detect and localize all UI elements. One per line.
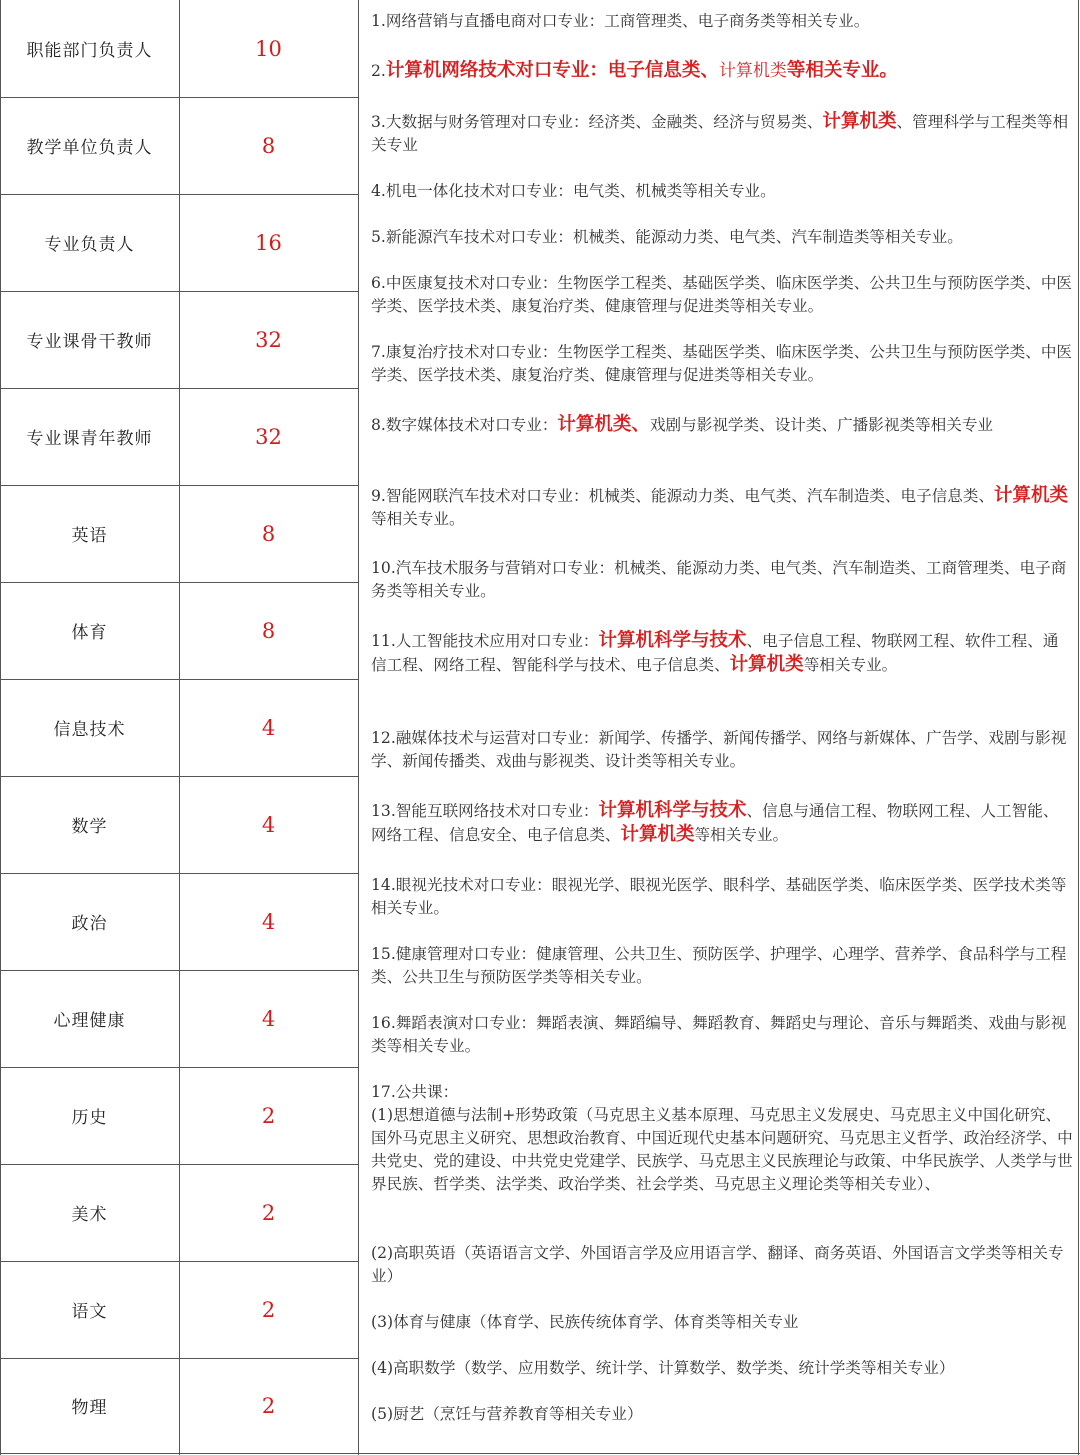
- requirement-item: 17.公共课：: [371, 1083, 459, 1101]
- position-count: 2: [261, 1297, 276, 1322]
- position-label: 专业负责人: [44, 235, 135, 255]
- requirement-item: 8.数字媒体技术对口专业：计算机类、戏剧与影视学类、设计类、广播影视类等相关专业: [371, 414, 994, 435]
- position-count: 2: [261, 1103, 276, 1128]
- requirement-item: 16.舞蹈表演对口专业：舞蹈表演、舞蹈编导、舞蹈教育、舞蹈史与理论、音乐与舞蹈类、戏曲与影视类等相关专业。: [371, 1014, 1067, 1055]
- position-label: 专业课青年教师: [26, 429, 153, 449]
- requirement-item: 6.中医康复技术对口专业：生物医学工程类、基础医学类、临床医学类、公共卫生与预防医学类、中医学类、医学技术类、康复治疗类、健康管理与促进类等相关专业。: [371, 274, 1073, 315]
- column-divider: [358, 0, 359, 1455]
- requirement-subitem: (4)高职数学（数学、应用数学、统计学、计算数学、数学类、统计学类等相关专业）: [371, 1359, 955, 1377]
- position-count: 4: [261, 812, 276, 837]
- table-border-bottom: [0, 1453, 1080, 1454]
- position-label: 历史: [71, 1108, 108, 1128]
- position-count: 4: [261, 1006, 276, 1031]
- position-label: 英语: [71, 526, 108, 546]
- requirement-item: 3.大数据与财务管理对口专业：经济类、金融类、经济与贸易类、计算机类、管理科学与工程类等相关专业: [371, 111, 1069, 154]
- requirement-item: 9.智能网联汽车技术对口专业：机械类、能源动力类、电气类、汽车制造类、电子信息类、计算机类等相关专业。: [371, 485, 1069, 528]
- position-count: 2: [261, 1200, 276, 1225]
- position-label: 数学: [71, 817, 108, 837]
- requirement-item: 1.网络营销与直播电商对口专业：工商管理类、电子商务类等相关专业。: [371, 12, 870, 30]
- requirement-item: 13.智能互联网络技术对口专业：计算机科学与技术、信息与通信工程、物联网工程、人工智能、网络工程、信息安全、电子信息类、计算机类等相关专业。: [371, 800, 1059, 845]
- position-label: 语文: [71, 1302, 108, 1322]
- position-label: 体育: [71, 623, 108, 643]
- requirement-subitem: (2)高职英语（英语语言文学、外国语言学及应用语言学、翻译、商务英语、外国语言文学类等相关专业）: [371, 1244, 1064, 1285]
- requirement-item: 2.计算机网络技术对口专业：电子信息类、计算机类等相关专业。: [371, 60, 898, 81]
- requirement-subitem: (5)厨艺（烹饪与营养教育等相关专业）: [371, 1405, 643, 1423]
- position-count: 8: [261, 618, 276, 643]
- position-count: 4: [261, 909, 276, 934]
- table-border-right: [1078, 0, 1079, 1455]
- position-count: 10: [255, 36, 282, 61]
- position-label: 政治: [71, 914, 108, 934]
- position-label: 教学单位负责人: [26, 138, 153, 158]
- position-label: 专业课骨干教师: [26, 332, 153, 352]
- requirement-item: 14.眼视光技术对口专业：眼视光学、眼视光医学、眼科学、基础医学类、临床医学类、医学技术类等相关专业。: [371, 876, 1067, 917]
- requirement-subitem: (3)体育与健康（体育学、民族传统体育学、体育类等相关专业: [371, 1313, 799, 1331]
- requirement-item: 4.机电一体化技术对口专业：电气类、机械类等相关专业。: [371, 182, 776, 200]
- position-count: 8: [261, 521, 276, 546]
- position-count: 2: [261, 1393, 276, 1418]
- requirement-subitem: (1)思想道德与法制+形势政策（马克思主义基本原理、马克思主义发展史、马克思主义中国化研究、国外马克思主义研究、思想政治教育、中国近现代史基本问题研究、马克思主义哲学、政治经济学、中共党史、党的建设、中共党史党建学、民族学、马克思主义民族理论与政策、中华民族学、人类学与世界民族、哲学类、法学类、政治学类、社会学类、马克思主义理论类等相关专业）、: [371, 1106, 1073, 1193]
- position-label: 职能部门负责人: [26, 41, 153, 61]
- position-label: 信息技术: [53, 720, 126, 740]
- requirement-item: 15.健康管理对口专业：健康管理、公共卫生、预防医学、护理学、心理学、营养学、食品科学与工程类、公共卫生与预防医学类等相关专业。: [371, 945, 1067, 986]
- requirement-item: 10.汽车技术服务与营销对口专业：机械类、能源动力类、电气类、汽车制造类、工商管理类、电子商务类等相关专业。: [371, 559, 1067, 600]
- requirement-item: 11.人工智能技术应用对口专业：计算机科学与技术、电子信息工程、物联网工程、软件工程、通信工程、网络工程、智能科学与技术、电子信息类、计算机类等相关专业。: [371, 630, 1059, 675]
- position-count: 8: [261, 133, 276, 158]
- position-count: 32: [255, 424, 282, 449]
- position-count: 4: [261, 715, 276, 740]
- position-label: 美术: [71, 1205, 108, 1225]
- position-label: 心理健康: [53, 1011, 126, 1031]
- position-count: 32: [255, 327, 282, 352]
- requirement-item: 5.新能源汽车技术对口专业：机械类、能源动力类、电气类、汽车制造类等相关专业。: [371, 228, 963, 246]
- position-label: 物理: [71, 1398, 108, 1418]
- requirement-item: 12.融媒体技术与运营对口专业：新闻学、传播学、新闻传播学、网络与新媒体、广告学、戏剧与影视学、新闻传播类、戏曲与影视类、设计类等相关专业。: [371, 729, 1067, 770]
- requirement-item: 7.康复治疗技术对口专业：生物医学工程类、基础医学类、临床医学类、公共卫生与预防医学类、中医学类、医学技术类、康复治疗类、健康管理与促进类等相关专业。: [371, 343, 1073, 384]
- position-count: 16: [255, 230, 282, 255]
